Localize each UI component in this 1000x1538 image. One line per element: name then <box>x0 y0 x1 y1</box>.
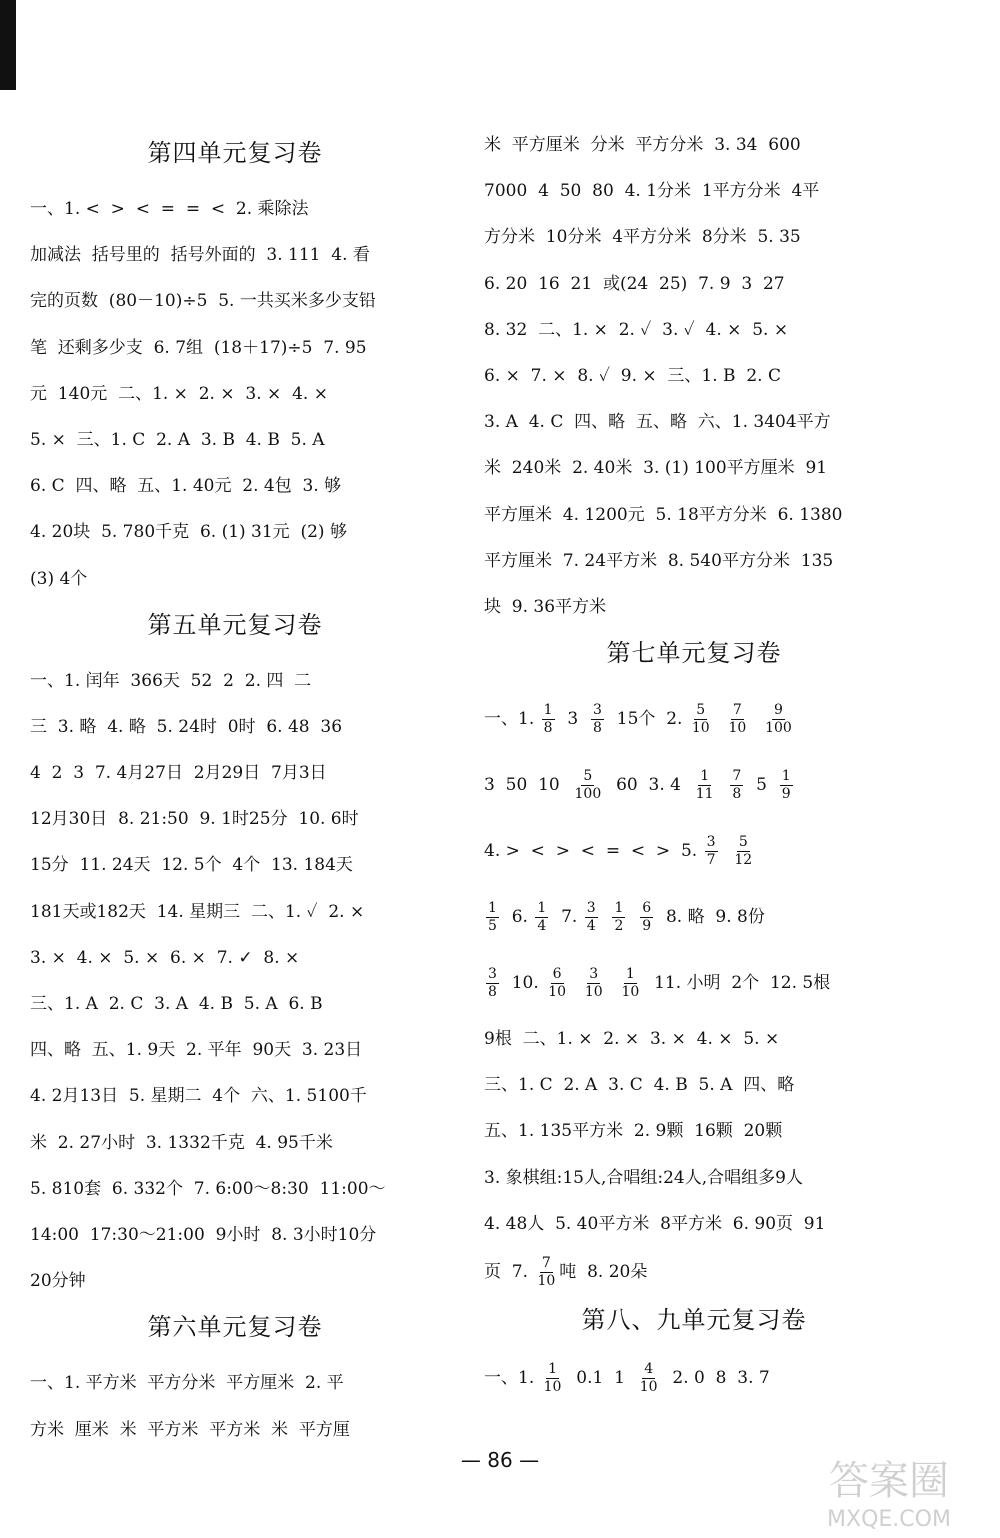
answer-line: 5. × 三、1. C 2. A 3. B 4. B 5. A <box>30 429 325 450</box>
answer-line: 五、1. 135平方米 2. 9颗 16颗 20颗 <box>484 1121 783 1142</box>
numerator: 5 <box>738 834 748 851</box>
answer-text: 3 <box>567 709 579 730</box>
answer-line: 三、1. A 2. C 3. A 4. B 5. A 6. B <box>30 994 323 1014</box>
unit4-answers <box>30 186 440 602</box>
answer-line: 14:00 17:30～21:00 9小时 8. 3小时10分 <box>30 1224 377 1245</box>
left-column <box>30 130 440 1453</box>
denominator: 8 <box>732 786 742 803</box>
numerator: 1 <box>543 702 553 719</box>
answer-line: 7000 4 50 80 4. 1分米 1平方分米 4平 <box>484 181 820 202</box>
section-title-unit8-9: 第八、九单元复习卷 <box>581 1306 807 1334</box>
answer-line: 块 9. 36平方米 <box>484 596 607 617</box>
denominator: 11 <box>695 786 714 803</box>
denominator: 100 <box>765 720 792 737</box>
answer-line <box>484 752 904 818</box>
denominator: 8 <box>593 720 602 737</box>
answer-line: 4. 20块 5. 780千克 6. (1) 31元 (2) 够 <box>30 522 347 543</box>
denominator: 7 <box>706 852 716 869</box>
numerator: 1 <box>781 768 791 785</box>
fraction <box>690 702 712 737</box>
unit7-answers <box>484 686 904 1297</box>
answer-line: 4. 48人 5. 40平方米 8平方米 6. 90页 91 <box>484 1213 826 1234</box>
numerator: 1 <box>625 966 635 983</box>
answer-line: 15分 11. 24天 12. 5个 4个 13. 184天 <box>30 855 353 876</box>
denominator: 10 <box>639 1379 658 1395</box>
denominator: 10 <box>584 984 603 1001</box>
fraction <box>705 834 718 869</box>
answer-text: 60 3. 4 <box>616 775 681 796</box>
fraction <box>780 768 793 803</box>
answer-line: 元 140元 二、1. × 2. × 3. × 4. × <box>30 383 328 404</box>
answer-line: 米 2. 27小时 3. 1332千克 4. 95千米 <box>30 1132 333 1153</box>
answer-line: 6. C 四、略 五、1. 40元 2. 4包 3. 够 <box>30 476 342 497</box>
answer-line: 3. A 4. C 四、略 五、略 六、1. 3404平方 <box>484 412 831 433</box>
answer-line: 加减法 括号里的 括号外面的 3. 111 4. 看 <box>30 245 370 266</box>
unit6-answers-continued <box>484 122 904 630</box>
numerator: 1 <box>548 1361 558 1377</box>
answer-line: 三、1. C 2. A 3. C 4. B 5. A 四、略 <box>484 1075 795 1096</box>
denominator: 2 <box>614 918 624 935</box>
answer-line: 12月30日 8. 21:50 9. 1时25分 10. 6时 <box>30 809 359 830</box>
fraction <box>585 900 598 935</box>
answer-line: 平方厘米 4. 1200元 5. 18平方分米 6. 1380 <box>484 504 843 525</box>
fraction <box>619 966 641 1001</box>
answer-text: 0.1 1 <box>576 1368 625 1388</box>
denominator: 100 <box>574 786 602 803</box>
answer-line: 3. 象棋组:15人,合唱组:24人,合唱组多9人 <box>484 1167 803 1188</box>
answer-text: 15个 2. <box>616 709 683 730</box>
answer-line: 一、1. < > < = = < 2. 乘除法 <box>30 199 309 219</box>
answer-line <box>484 686 904 752</box>
answer-text: 页 7. <box>484 1262 529 1282</box>
answer-line: 米 平方厘米 分米 平方分米 3. 34 600 <box>484 135 801 155</box>
answer-line: 5. 810套 6. 332个 7. 6:00～8:30 11:00～ <box>30 1178 386 1199</box>
fraction <box>726 702 748 737</box>
section-title-unit7: 第七单元复习卷 <box>606 639 782 668</box>
answer-text: 8. 略 9. 8份 <box>665 907 765 928</box>
fraction <box>542 1361 564 1396</box>
answer-line: 6. × 7. × 8. ✓ 9. × 三、1. B 2. C <box>484 365 781 386</box>
numerator: 3 <box>488 966 497 983</box>
fraction <box>763 702 794 737</box>
answer-line: 4 2 3 7. 4月27日 2月29日 7月3日 <box>30 763 327 784</box>
answer-line: (3) 4个 <box>30 568 88 589</box>
answer-line <box>484 884 904 950</box>
denominator: 12 <box>734 852 753 869</box>
answer-line: 方米 厘米 米 平方米 平方米 米 平方厘 <box>30 1419 350 1440</box>
numerator: 3 <box>706 834 716 851</box>
answer-text: 2. 0 8 3. 7 <box>672 1368 770 1388</box>
answer-line: 四、略 五、1. 9天 2. 平年 90天 3. 23日 <box>30 1040 363 1061</box>
numerator: 5 <box>696 702 706 719</box>
fraction <box>486 900 499 935</box>
fraction <box>542 702 555 737</box>
answer-text: 11. 小明 2个 12. 5根 <box>654 973 831 994</box>
page-edge-bar <box>0 0 16 90</box>
numerator: 7 <box>732 702 742 719</box>
section-title-unit5: 第五单元复习卷 <box>147 610 323 639</box>
fraction <box>638 1361 660 1396</box>
denominator: 10 <box>728 720 747 737</box>
numerator: 1 <box>700 768 710 785</box>
fraction <box>640 900 653 935</box>
denominator: 8 <box>488 984 497 1001</box>
answer-line: 方分米 10分米 4平方分米 8分米 5. 35 <box>484 227 801 248</box>
numerator: 7 <box>732 768 742 785</box>
denominator: 4 <box>586 918 596 935</box>
answer-text: 6. <box>511 907 528 928</box>
answer-line: 三 3. 略 4. 略 5. 24时 0时 6. 48 36 <box>30 716 343 737</box>
fraction <box>591 702 604 737</box>
answer-text: 4. > < > < = < > 5. <box>484 841 698 862</box>
unit8-9-answers <box>484 1353 904 1403</box>
answer-line <box>484 1353 904 1403</box>
answer-text: 吨 8. 20朵 <box>559 1262 648 1282</box>
numerator: 6 <box>642 900 652 917</box>
answer-line: 完的页数 (80－10)÷5 5. 一共买米多少支铅 <box>30 291 376 312</box>
answer-line: 平方厘米 7. 24平方米 8. 540平方分米 135 <box>484 550 834 571</box>
answer-text: 7. <box>561 907 578 928</box>
watermark-logo-text: 答案圈 <box>829 1458 949 1504</box>
answer-line: 9根 二、1. × 2. × 3. × 4. × 5. × <box>484 1029 780 1050</box>
denominator: 10 <box>537 1273 556 1289</box>
denominator: 10 <box>543 1379 562 1395</box>
denominator: 9 <box>642 918 652 935</box>
denominator: 5 <box>488 918 497 935</box>
denominator: 8 <box>543 720 553 737</box>
fraction <box>535 1255 557 1290</box>
answer-line: 6. 20 16 21 或(24 25) 7. 9 3 27 <box>484 273 785 294</box>
watermark-site-text: MXQE.COM <box>827 1507 951 1532</box>
numerator: 6 <box>552 966 562 983</box>
answer-text: 一、1. <box>484 1368 535 1388</box>
answer-line: 8. 32 二、1. × 2. ✓ 3. ✓ 4. × 5. × <box>484 319 789 340</box>
answer-line: 一、1. 闰年 366天 52 2 2. 四 二 <box>30 670 312 691</box>
answer-text: 3 50 10 <box>484 775 560 796</box>
answer-line: 3. × 4. × 5. × 6. × 7. ✓ 8. × <box>30 947 300 968</box>
page-number: — 86 — <box>460 1448 540 1472</box>
answer-line: 笔 还剩多少支 6. 7组 (18＋17)÷5 7. 95 <box>30 337 367 358</box>
fraction <box>612 900 625 935</box>
numerator: 4 <box>644 1361 654 1377</box>
numerator: 7 <box>541 1255 551 1271</box>
answer-line: 4. 2月13日 5. 星期二 4个 六、1. 5100千 <box>30 1086 367 1107</box>
denominator: 10 <box>691 720 710 737</box>
numerator: 1 <box>488 900 497 917</box>
numerator: 1 <box>537 900 547 917</box>
numerator: 3 <box>593 702 602 719</box>
unit6-answers <box>30 1360 440 1452</box>
answer-line <box>484 1247 904 1297</box>
fraction <box>583 966 605 1001</box>
numerator: 3 <box>586 900 596 917</box>
denominator: 10 <box>621 984 640 1001</box>
fraction <box>573 768 604 803</box>
answer-text: 一、1. <box>484 709 535 730</box>
numerator: 1 <box>614 900 624 917</box>
right-column <box>484 122 904 1403</box>
answer-text: 5 <box>756 775 767 796</box>
unit5-answers <box>30 658 440 1305</box>
fraction <box>694 768 716 803</box>
answer-text: 10. <box>511 973 539 994</box>
denominator: 9 <box>781 786 791 803</box>
numerator: 5 <box>583 768 593 785</box>
answer-line: 一、1. 平方米 平方分米 平方厘米 2. 平 <box>30 1373 344 1394</box>
fraction <box>486 966 499 1001</box>
fraction <box>535 900 548 935</box>
denominator: 4 <box>537 918 547 935</box>
fraction <box>730 768 743 803</box>
denominator: 10 <box>548 984 567 1001</box>
fraction <box>732 834 754 869</box>
answer-line <box>484 950 904 1016</box>
watermark-logo <box>784 1446 994 1532</box>
answer-line <box>484 818 904 884</box>
section-title-unit4: 第四单元复习卷 <box>147 139 323 167</box>
answer-line: 米 240米 2. 40米 3. (1) 100平方厘米 91 <box>484 458 828 479</box>
numerator: 9 <box>774 702 783 719</box>
answer-line: 20分钟 <box>30 1271 86 1292</box>
answer-line: 181天或182天 14. 星期三 二、1. ✓ 2. × <box>30 901 365 922</box>
numerator: 3 <box>589 966 599 983</box>
section-title-unit6: 第六单元复习卷 <box>147 1313 323 1342</box>
fraction <box>546 966 568 1001</box>
